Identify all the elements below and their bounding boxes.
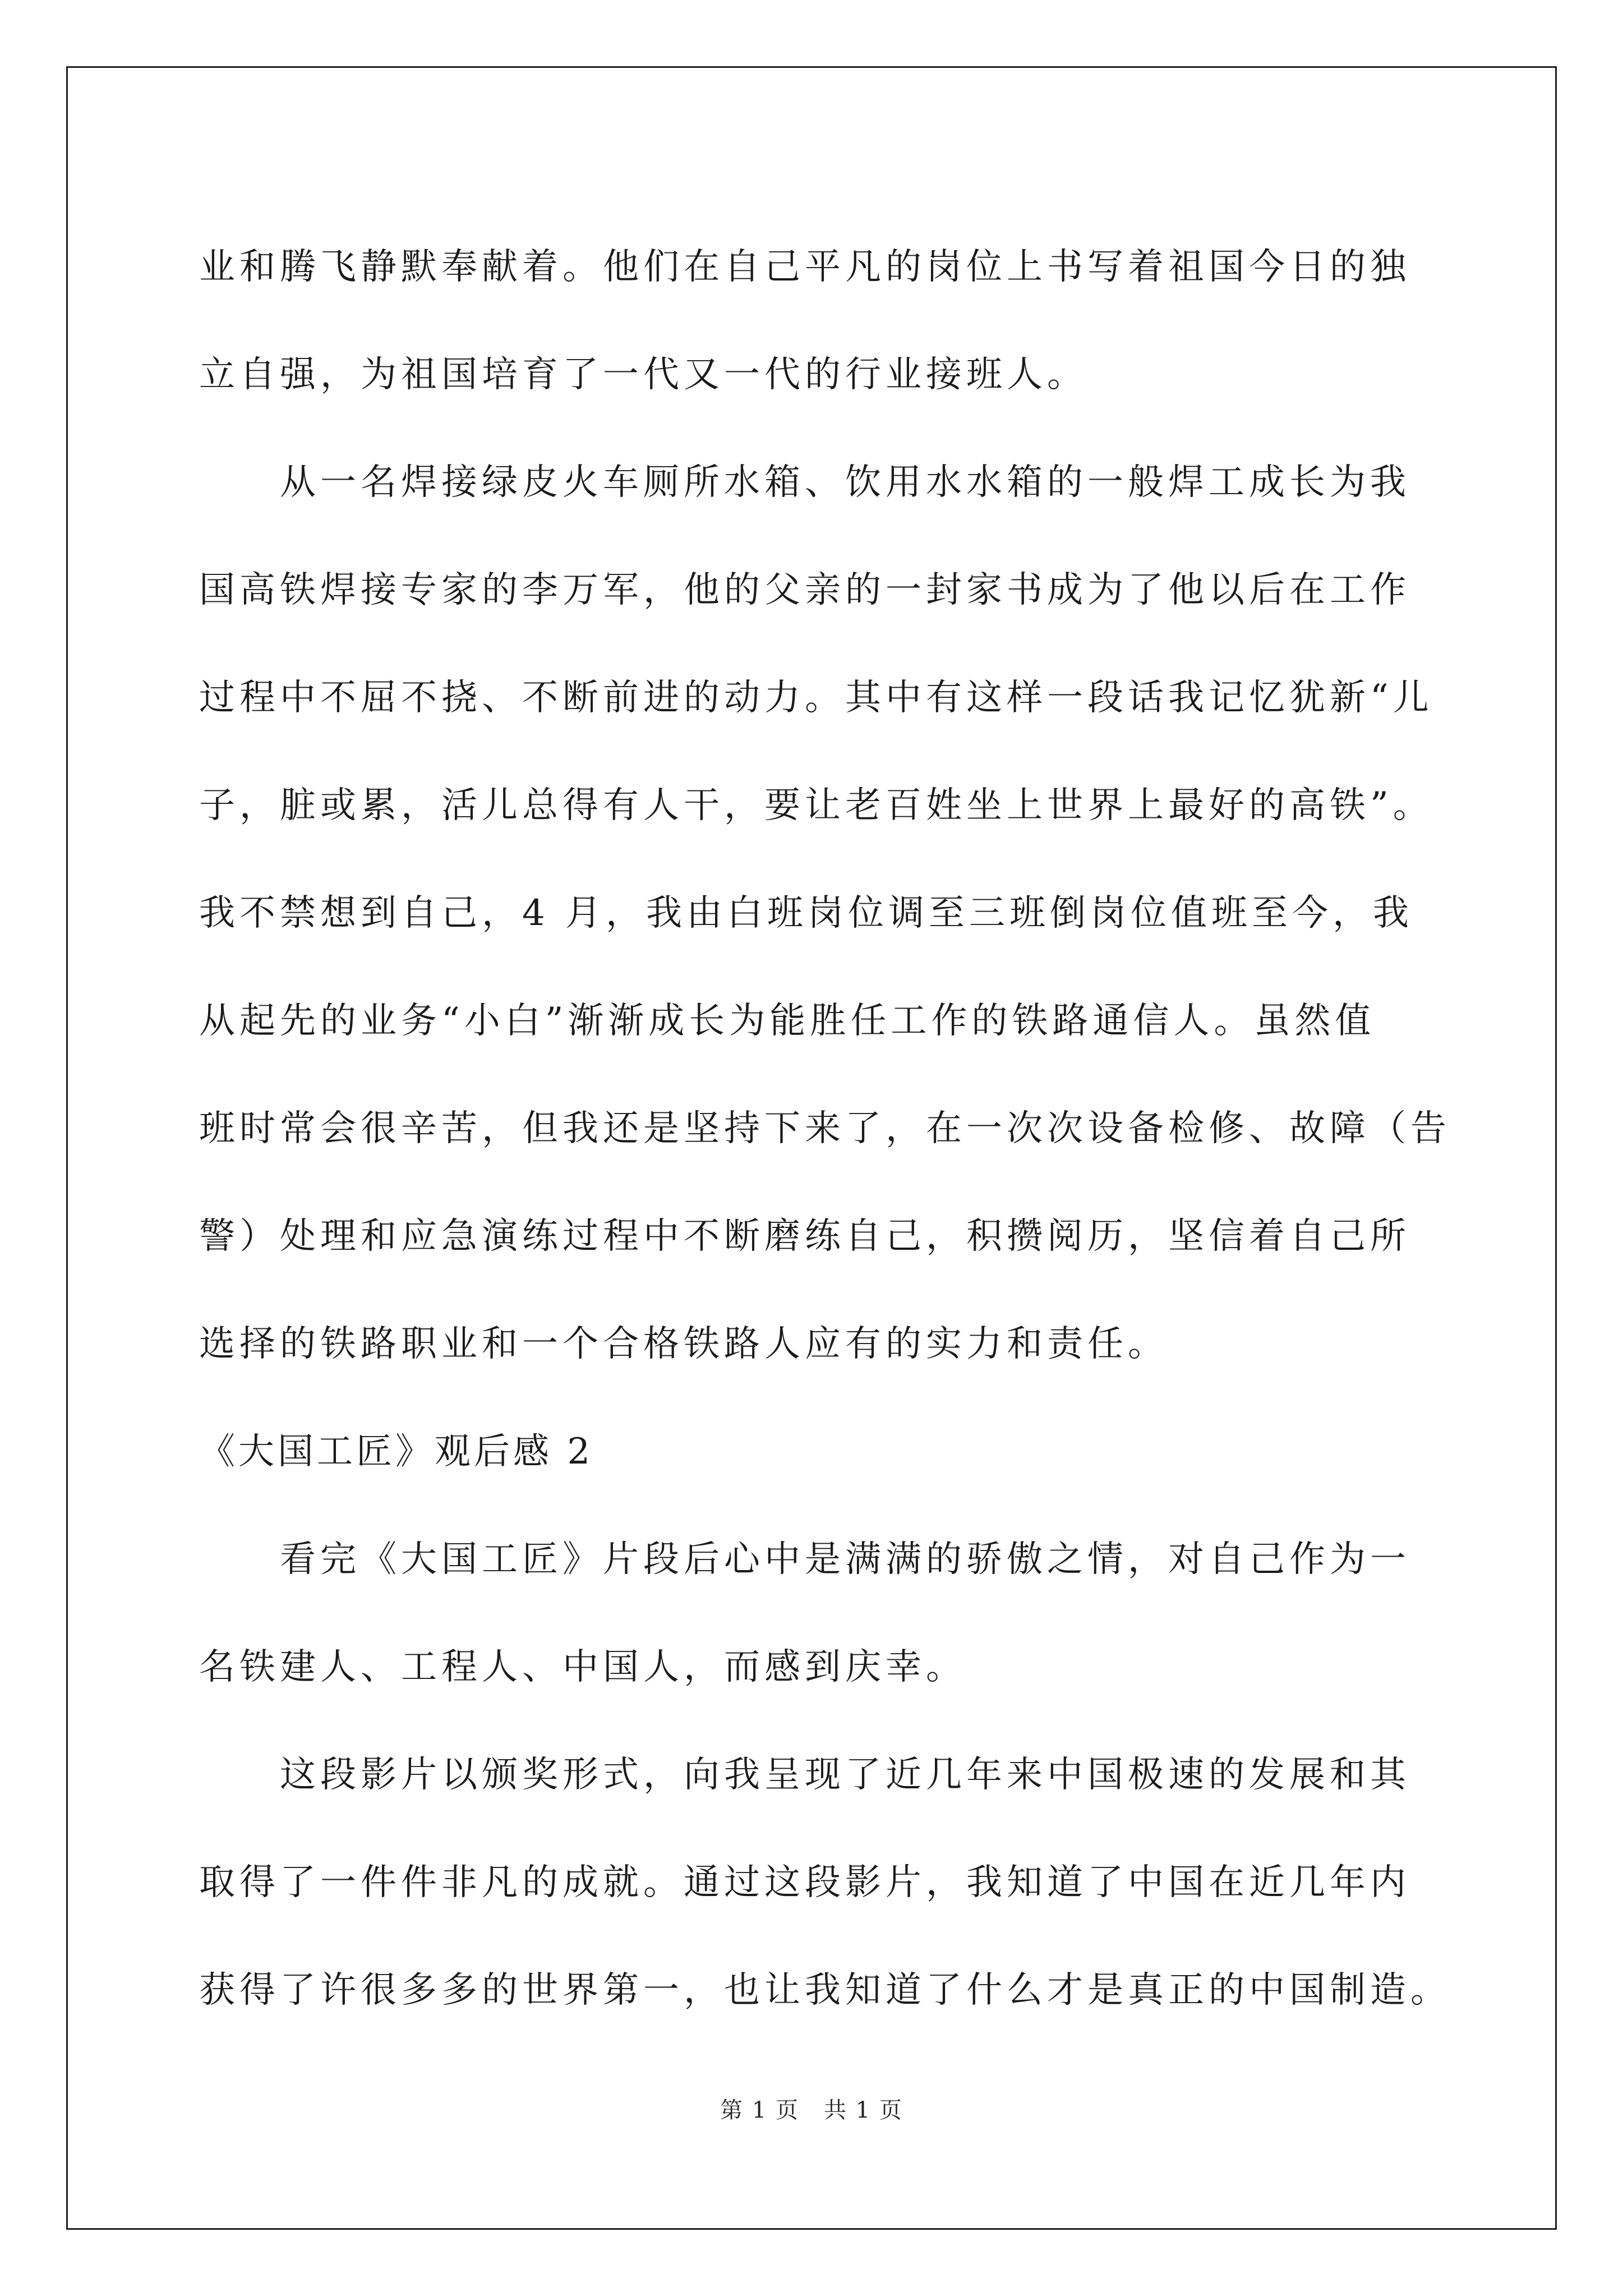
body-line: 从起先的业务“小白”渐渐成长为能胜任工作的铁路通信人。虽然值 [199, 1000, 1376, 1042]
section-heading: 《大国工匠》观后感 2 [199, 1431, 594, 1473]
body-line: 警）处理和应急演练过程中不断磨练自己，积攒阅历，坚信着自己所 [199, 1216, 1410, 1257]
paragraph-start-line: 从一名焊接绿皮火车厕所水箱、饮用水水箱的一般焊工成长为我 [280, 462, 1410, 503]
body-line: 子，脏或累，活儿总得有人干，要让老百姓坐上世界上最好的高铁”。 [199, 785, 1433, 826]
body-line: 选择的铁路职业和一个合格铁路人应有的实力和责任。 [199, 1323, 1168, 1365]
body-line: 过程中不屈不挠、不断前进的动力。其中有这样一段话我记忆犹新“儿 [199, 677, 1433, 719]
body-line: 国高铁焊接专家的李万军，他的父亲的一封家书成为了他以后在工作 [199, 569, 1410, 611]
paragraph-start-line: 看完《大国工匠》片段后心中是满满的骄傲之情，对自己作为一 [280, 1539, 1410, 1580]
body-line: 班时常会很辛苦，但我还是坚持下来了，在一次次设备检修、故障（告 [199, 1108, 1451, 1149]
body-line: 业和腾飞静默奉献着。他们在自己平凡的岗位上书写着祖国今日的独 [199, 246, 1410, 288]
page-footer [0, 2092, 1623, 2124]
paragraph-start-line: 这段影片以颁奖形式，向我呈现了近几年来中国极速的发展和其 [280, 1754, 1410, 1796]
page-total: 共 1 页 [824, 2097, 903, 2123]
body-line: 名铁建人、工程人、中国人，而感到庆幸。 [199, 1646, 966, 1688]
document-body [199, 213, 1451, 2044]
page-number: 第 1 页 [720, 2097, 799, 2123]
body-line: 取得了一件件非凡的成就。通过这段影片，我知道了中国在近几年内 [199, 1862, 1410, 1903]
body-line: 立自强，为祖国培育了一代又一代的行业接班人。 [199, 354, 1087, 395]
body-line: 获得了许很多多的世界第一，也让我知道了什么才是真正的中国制造。 [199, 1970, 1451, 2011]
body-line: 我不禁想到自己，4 月，我由白班岗位调至三班倒岗位值班至今，我 [199, 892, 1414, 934]
